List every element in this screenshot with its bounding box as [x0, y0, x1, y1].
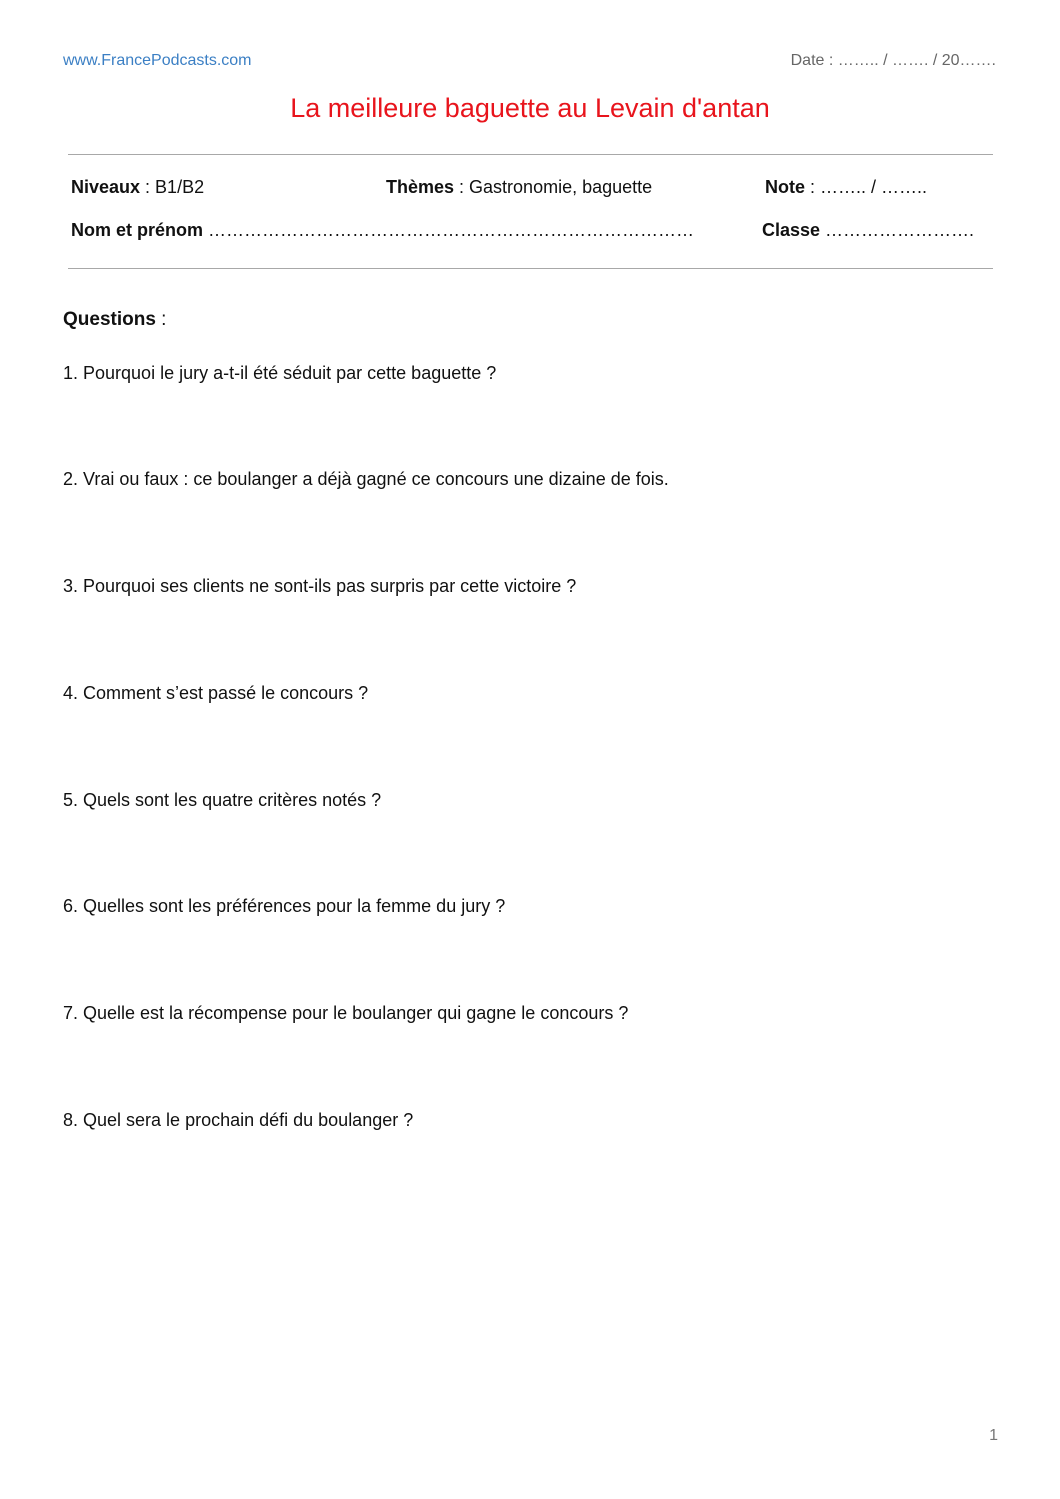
question-5: 5. Quels sont les quatre critères notés ?: [63, 790, 382, 810]
site-link[interactable]: www.FrancePodcasts.com: [63, 52, 252, 69]
question-2: 2. Vrai ou faux : ce boulanger a déjà gagné ce concours une dizaine de fois.: [63, 469, 669, 489]
note-value: : …….. / ……..: [805, 177, 928, 197]
themes-value: : Gastronomie, baguette: [454, 177, 653, 197]
niveaux-field: [71, 177, 204, 198]
question-3: 3. Pourquoi ses clients ne sont-ils pas surpris par cette victoire ?: [63, 576, 577, 596]
note-label: Note: [765, 177, 805, 197]
themes-field: [386, 177, 652, 198]
niveaux-value: : B1/B2: [140, 177, 205, 197]
name-field: [71, 220, 694, 241]
date-field: Date : …….. / ……. / 20…….: [790, 52, 996, 69]
questions-heading-label: Questions: [63, 309, 156, 330]
name-label: Nom et prénom: [71, 220, 204, 240]
questions-heading: [63, 309, 166, 331]
divider-bottom: [68, 268, 993, 269]
classe-label: Classe: [762, 220, 821, 240]
question-6: 6. Quelles sont les préférences pour la femme du jury ?: [63, 896, 506, 916]
classe-field: [762, 220, 974, 241]
classe-value: …………………….: [820, 220, 975, 240]
name-value: ………………………………………………………………………: [203, 220, 695, 240]
note-field: [765, 177, 927, 198]
question-4: 4. Comment s’est passé le concours ?: [63, 683, 369, 703]
niveaux-label: Niveaux: [71, 177, 141, 197]
question-8: 8. Quel sera le prochain défi du boulanger ?: [63, 1110, 414, 1130]
themes-label: Thèmes: [386, 177, 455, 197]
questions-heading-suffix: :: [155, 309, 167, 330]
divider-top: [68, 154, 993, 155]
question-1: 1. Pourquoi le jury a-t-il été séduit par cette baguette ?: [63, 363, 497, 383]
page-number: 1: [989, 1427, 998, 1444]
page-title: La meilleure baguette au Levain d'antan: [290, 93, 770, 123]
question-7: 7. Quelle est la récompense pour le boulanger qui gagne le concours ?: [63, 1003, 629, 1023]
